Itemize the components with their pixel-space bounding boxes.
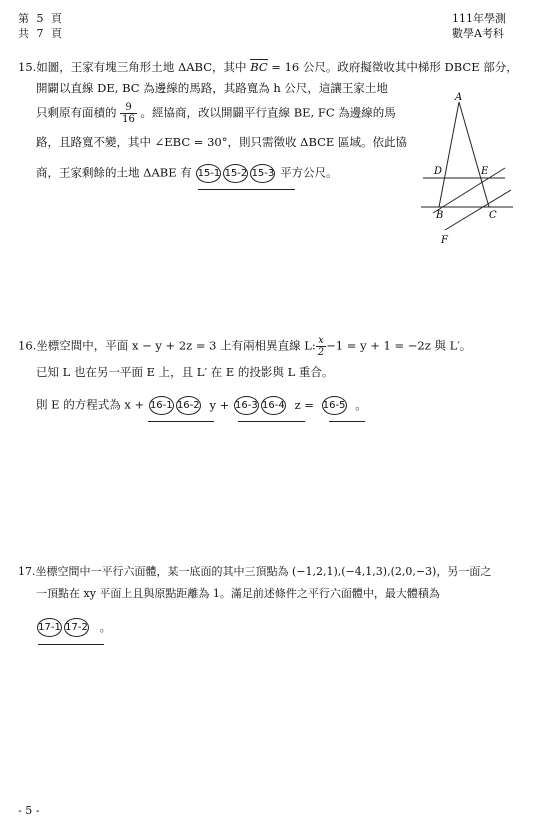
q17-answer-underline [38, 644, 104, 645]
q15-line-2: 開闢以直線 DE, BC 為邊線的馬路，其路寬為 h 公尺，這讓王家土地 [36, 81, 388, 95]
q16-line-3 [36, 396, 367, 415]
q16-text-1b: −1 = y + 1 = −2z 與 L′。 [326, 338, 472, 353]
line-FC [445, 190, 511, 230]
q15-answer-underline [198, 189, 295, 190]
answer-bubble-15-2[interactable]: 15-2 [223, 164, 248, 183]
answer-bubble-16-5[interactable]: 16-5 [322, 396, 347, 415]
answer-bubble-15-3[interactable]: 15-3 [250, 164, 275, 183]
label-A: A [455, 92, 463, 103]
q15-text-3b: 。經協商，改以開闢平行直線 BE, FC 為邊線的馬 [140, 105, 396, 120]
q16-frac-den: 2 [317, 347, 325, 358]
q15-frac-num: 9 [120, 102, 137, 114]
q15-text-5a: 商，王家剩餘的土地 ΔABE 有 [36, 165, 192, 180]
page-label: 第 5 頁 [18, 12, 64, 25]
q16-text-3a: 則 E 的方程式為 x + [36, 397, 145, 412]
q17-text-1: 坐標空間中一平行六面體，某一底面的其中三頂點為 (−1,2,1),(−4,1,3),(2,0,−3)，另一面之 [35, 565, 492, 578]
q15-fraction [120, 102, 137, 125]
q16-text-3d: 。 [355, 397, 367, 412]
q15-frac-den: 16 [122, 114, 135, 125]
q15-number: 15. [18, 60, 37, 74]
exam-year: 111年學測 [452, 12, 506, 25]
q17-line-2: 一頂點在 xy 平面上且與原點距離為 1。滿足前述條件之平行六面體中，最大體積為 [36, 587, 440, 600]
answer-bubble-17-1[interactable]: 17-1 [37, 618, 62, 637]
q17-line-1 [18, 565, 491, 579]
q15-text-1a: 如圖，王家有塊三角形土地 ΔABC，其中 [36, 60, 251, 74]
label-D: D [434, 166, 443, 177]
q15-line-3 [36, 102, 396, 125]
q16-line-2: 已知 L 也在另一平面 E 上，且 L′ 在 E 的投影與 L 重合。 [36, 365, 334, 379]
label-B: B [436, 210, 444, 221]
q16-answer-underline-1 [148, 421, 214, 422]
q16-text-1a: 坐標空間中，平面 x − y + 2z = 3 上有兩相異直線 L: [36, 338, 316, 353]
q15-text-3a: 只剩原有面積的 [36, 105, 117, 120]
answer-bubble-17-2[interactable]: 17-2 [64, 618, 89, 637]
answer-bubble-16-2[interactable]: 16-2 [176, 396, 201, 415]
exam-subject: 數學A考科 [452, 27, 504, 40]
q16-answer-underline-3 [329, 421, 365, 422]
edge-AC [459, 102, 489, 207]
q15-line-1 [18, 60, 518, 74]
answer-bubble-16-4[interactable]: 16-4 [261, 396, 286, 415]
q16-answer-underline-2 [238, 421, 305, 422]
q16-line-1 [18, 335, 471, 358]
q15-text-5b: 平方公尺。 [280, 165, 338, 180]
q17-number: 17. [18, 565, 36, 578]
q15-triangle-figure [415, 90, 520, 250]
edge-AB [439, 102, 459, 207]
line-BE [433, 168, 505, 213]
q17-text-3-end: 。 [99, 619, 112, 634]
q15-line-5 [36, 164, 338, 183]
label-E: E [481, 166, 489, 177]
q16-number: 16. [18, 338, 37, 353]
label-C: C [489, 210, 497, 221]
q15-line-4: 路，且路寬不變，其中 ∠EBC = 30°，則只需徵收 ΔBCE 區域。依此協 [36, 135, 407, 149]
q15-text-1b: = 16 公尺。政府擬徵收其中梯形 DBCE 部分， [267, 60, 518, 74]
q15-bc-segment: BC [250, 60, 268, 74]
answer-bubble-15-1[interactable]: 15-1 [196, 164, 221, 183]
answer-bubble-16-1[interactable]: 16-1 [149, 396, 174, 415]
q16-frac-num: x [316, 335, 326, 347]
label-F: F [441, 235, 448, 246]
total-pages-label: 共 7 頁 [18, 27, 64, 40]
q16-fraction [316, 335, 326, 358]
q16-text-3c: z = [294, 397, 314, 412]
q16-text-3b: y + [209, 397, 230, 412]
footer-page-number: - 5 - [18, 804, 40, 817]
answer-bubble-16-3[interactable]: 16-3 [234, 396, 259, 415]
q17-line-3 [36, 618, 111, 637]
